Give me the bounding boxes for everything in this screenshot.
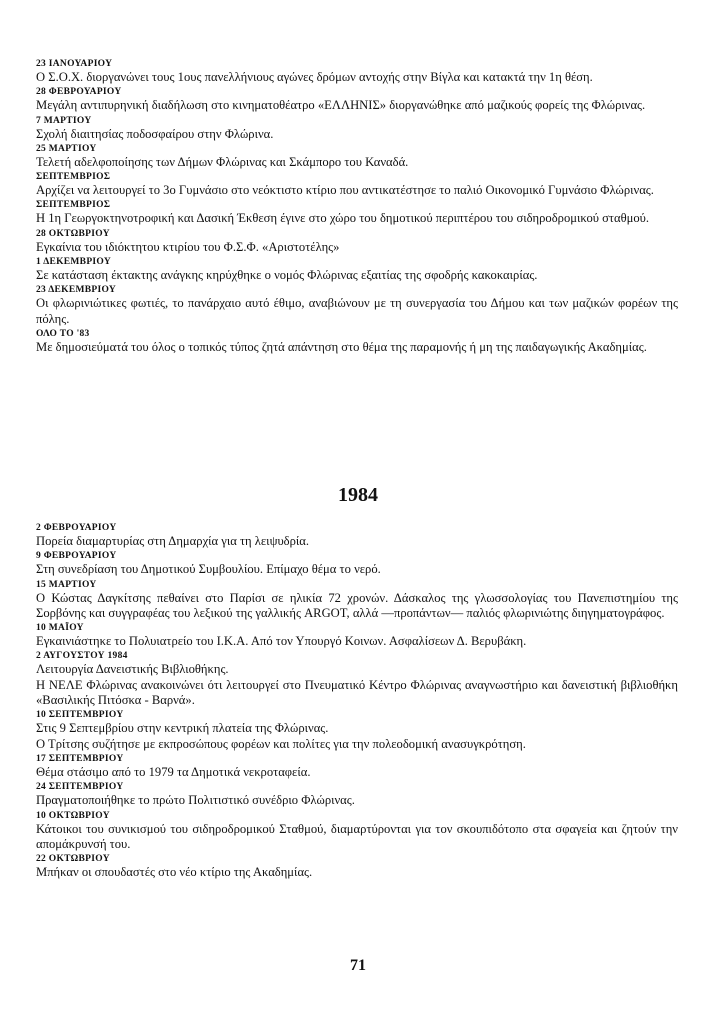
chronology-entry	[36, 579, 678, 622]
chronology-entry	[36, 622, 678, 649]
chronology-entry	[36, 522, 678, 549]
entry-text: Εγκαίνια του ιδιόκτητου κτιρίου του Φ.Σ.Φ. «Αριστοτέλης»	[36, 239, 340, 254]
entry-text: Οι φλωρινιώτικες φωτιές, το πανάρχαιο αυτό έθιμο, αναβιώνουν με τη συνεργασία του Δήμου και των μαζικών φορέων της πόλης.	[36, 296, 678, 326]
entry-date: 7 ΜΑΡΤΙΟΥ	[36, 115, 92, 126]
chronology-entry	[36, 171, 678, 198]
entry-date: 9 ΦΕΒΡΟΥΑΡΙΟΥ	[36, 551, 117, 562]
entry-date: ΟΛΟ ΤΟ '83	[36, 328, 90, 339]
entry-text: Στις 9 Σεπτεμβρίου στην κεντρική πλατεία της Φλώρινας.	[36, 721, 329, 736]
chronology-entry	[36, 853, 678, 880]
entry-date: 23 ΙΑΝΟΥΑΡΙΟΥ	[36, 59, 113, 69]
entry-text: Εγκαινιάστηκε το Πολυιατρείο του Ι.Κ.Α. Από τον Υπουργό Κοινων. Ασφαλίσεων Δ. Βερυβάκη.	[36, 634, 527, 649]
chronology-entry	[36, 328, 678, 355]
chronology-entry	[36, 256, 678, 283]
chronology-entry	[36, 284, 678, 327]
chronology-entry	[36, 86, 678, 113]
entry-text: Ο Κώστας Δαγκίτσης πεθαίνει στο Παρίσι σε ηλικία 72 χρονών. Δάσκαλος της γλωσσολογίας του Πανεπιστημίου της Σορβόνης και συγγραφέας του λεξικού της γαλλικής ARGOT, αλλά —προπάντων— παλιός φλωρινιώτης διηγηματογράφος.	[36, 590, 678, 620]
chronology-entry	[36, 810, 678, 853]
chronology-entry	[36, 753, 678, 780]
entry-date: 2 ΦΕΒΡΟΥΑΡΙΟΥ	[36, 523, 117, 533]
chronology-1983-section	[36, 57, 678, 355]
entry-date: 2 ΑΥΓΟΥΣΤΟΥ 1984	[36, 651, 128, 662]
entry-text: Με δημοσιεύματά του όλος ο τοπικός τύπος ζητά απάντηση στο θέμα της παραμονής ή μη της παιδαγωγικής Ακαδημίας.	[36, 339, 647, 354]
entry-date: 17 ΣΕΠΤΕΜΒΡΙΟΥ	[36, 753, 124, 764]
entry-text: Η ΝΕΛΕ Φλώρινας ανακοινώνει ότι λειτουργεί στο Πνευματικό Κέντρο Φλώρινας αναγνωστήριο και δανειστική βιβλιοθήκη «Βασιλικής Πιτόσκα - Βαρνά».	[36, 677, 678, 708]
entry-text: Τελετή αδελφοποίησης των Δήμων Φλώρινας και Σκάμπορο του Καναδά.	[36, 154, 409, 169]
chronology-1984-section	[36, 521, 678, 880]
chronology-entry	[36, 550, 678, 577]
entry-date: ΣΕΠΤΕΜΒΡΙΟΣ	[36, 172, 111, 183]
entry-date: 25 ΜΑΡΤΙΟΥ	[36, 143, 97, 154]
entry-date: 28 ΦΕΒΡΟΥΑΡΙΟΥ	[36, 87, 122, 98]
chronology-entry	[36, 781, 678, 808]
entry-text: Κάτοικοι του συνικισμού του σιδηροδρομικού Σταθμού, διαμαρτύρονται για τον σκουπιδότοπο στα σφαγεία και ζητούν την απομάκρυνσή του.	[36, 821, 678, 851]
entry-text: Ο Σ.Ο.Χ. διοργανώνει τους 1ους πανελλήνιους αγώνες δρόμων αντοχής στην Βίγλα και κατακτά την 1η θέση.	[36, 70, 593, 84]
chronology-entry	[36, 709, 678, 752]
entry-text: Πραγματοποιήθηκε το πρώτο Πολιτιστικό συνέδριο Φλώρινας.	[36, 793, 355, 808]
entry-text: Λειτουργία Δανειστικής Βιβλιοθήκης.	[36, 662, 229, 677]
entry-date: ΣΕΠΤΕΜΒΡΙΟΣ	[36, 200, 111, 211]
entry-date: 1 ΔΕΚΕΜΒΡΙΟΥ	[36, 257, 112, 268]
entry-text: Ο Τρίτσης συζήτησε με εκπροσώπους φορέων και πολίτες για την πολεοδομική ανασυγκρότηση.	[36, 736, 526, 751]
entry-text: Η 1η Γεωργοκτηνοτροφική και Δασική Έκθεση έγινε στο χώρο του δημοτικού περιπτέρου του σιδηροδρομικού σταθμού.	[36, 211, 650, 226]
entry-date: 23 ΔΕΚΕΜΒΡΙΟΥ	[36, 285, 117, 296]
entry-text: Αρχίζει να λειτουργεί το 3ο Γυμνάσιο στο νεόκτιστο κτίριο που αντικατέστησε το παλιό Οικονομικό Γυμνάσιο Φλώρινας.	[36, 183, 654, 198]
chronology-entry	[36, 143, 678, 170]
entry-text: Μπήκαν οι σπουδαστές στο νέο κτίριο της Ακαδημίας.	[36, 865, 313, 880]
chronology-entry	[36, 199, 678, 226]
chronology-entry	[36, 650, 678, 708]
entry-text: Θέμα στάσιμο από το 1979 τα Δημοτικά νεκροταφεία.	[36, 764, 311, 779]
entry-text: Μεγάλη αντιπυρηνική διαδήλωση στο κινηματοθέατρο «ΕΛΛΗΝΙΣ» διοργανώθηκε από μαζικούς φορείς της Φλώρινας.	[36, 98, 646, 113]
chronology-entry	[36, 228, 678, 255]
entry-date: 28 ΟΚΤΩΒΡΙΟΥ	[36, 228, 110, 239]
entry-date: 22 ΟΚΤΩΒΡΙΟΥ	[36, 854, 110, 865]
page-number: 71	[350, 957, 366, 974]
entry-text: Στη συνεδρίαση του Δημοτικού Συμβουλίου. Επίμαχο θέμα το νερό.	[36, 562, 381, 577]
entry-text: Σε κατάσταση έκτακτης ανάγκης κηρύχθηκε ο νομός Φλώρινας εξαιτίας της σφοδρής κακοκαιρίας.	[36, 268, 538, 283]
entry-date: 10 ΟΚΤΩΒΡΙΟΥ	[36, 810, 110, 821]
chronology-entry	[36, 58, 678, 85]
entry-date: 24 ΣΕΠΤΕΜΒΡΙΟΥ	[36, 782, 124, 793]
entry-date: 15 ΜΑΡΤΙΟΥ	[36, 579, 97, 590]
chronology-entry	[36, 115, 678, 142]
year-heading: 1984	[338, 484, 378, 506]
entry-date: 10 ΣΕΠΤΕΜΒΡΙΟΥ	[36, 710, 124, 721]
entry-text: Σχολή διαιτησίας ποδοσφαίρου στην Φλώρινα.	[36, 126, 274, 141]
entry-date: 10 ΜΑΪΟΥ	[36, 623, 84, 634]
entry-text: Πορεία διαμαρτυρίας στη Δημαρχία για τη λειψυδρία.	[36, 534, 310, 548]
